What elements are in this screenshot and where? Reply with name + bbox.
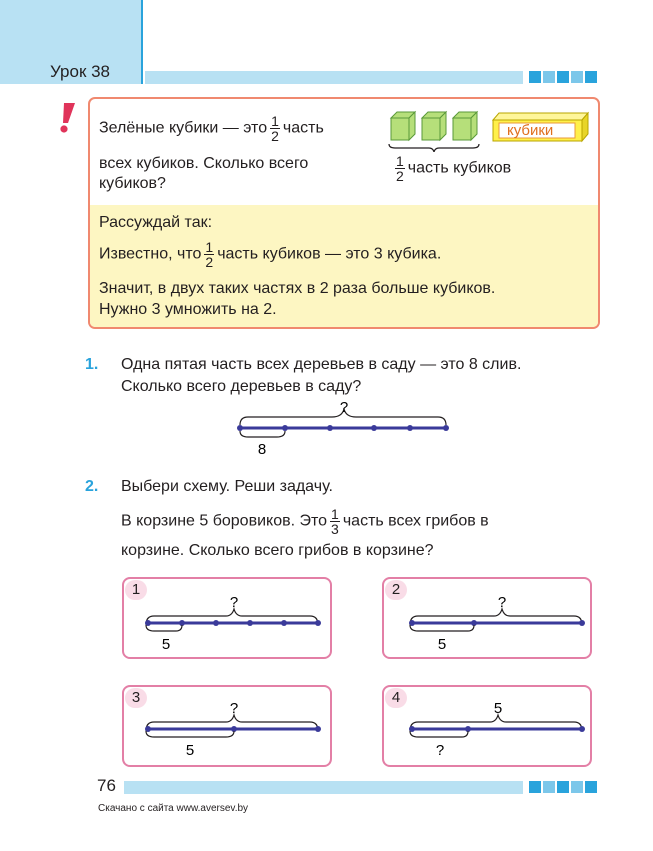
top-label: ? [497,594,507,611]
footer-square [585,781,597,793]
task-text: В корзине 5 боровиков. Это [121,512,328,530]
task-2-line-2 [121,507,489,536]
footer-square [529,781,541,793]
bottom-label: ? [435,742,445,759]
lesson-title: Урок 38 [50,62,111,81]
rule-line-1 [99,114,324,143]
source-link[interactable]: Скачано с сайта www.aversev.by [98,803,249,814]
scheme-diagram [384,687,590,765]
bottom-brace-icon [146,731,234,737]
bottom-label: 5 [185,742,195,759]
reason-title: Рассуждай так: [99,214,213,231]
caption-text: часть кубиков [407,159,512,177]
rule-box [88,97,600,329]
task-1-line-2: Сколько всего деревьев в саду? [121,378,362,395]
scheme-number: 3 [125,688,147,708]
scheme-option-4[interactable] [382,685,592,767]
rule-line-2: всех кубиков. Сколько всего [99,155,309,172]
bottom-label: 8 [257,441,267,458]
top-label: 5 [493,700,503,717]
footer-bar [124,781,523,794]
cube-caption [392,154,511,183]
fraction: $\frac{1}{2}$ [396,153,404,184]
header-square [571,71,583,83]
header-square [543,71,555,83]
bottom-brace-icon [146,625,182,631]
scheme-option-3[interactable] [122,685,332,767]
bottom-brace-icon [410,731,468,737]
task-text: часть всех грибов в [342,512,489,530]
reason-text: часть кубиков — это 3 кубика. [217,245,442,263]
footer-square [571,781,583,793]
header-square [557,71,569,83]
brace-icon [389,144,479,152]
scheme-option-1[interactable] [122,577,332,659]
page-number: 76 [97,776,116,795]
top-label: ? [339,399,349,416]
bottom-label: 5 [437,636,447,653]
green-cube [453,112,477,140]
task-2-number: 2. [85,478,99,495]
scheme-option-2[interactable] [382,577,592,659]
task-1-number: 1. [85,356,99,373]
scheme-diagram [124,687,330,765]
rule-text: часть [282,119,324,137]
rule-line-3: кубиков? [99,175,166,192]
exclamation-icon [56,102,78,134]
header-square [585,71,597,83]
rule-text: Зелёные кубики — это [99,119,268,137]
scheme-diagram [384,579,590,657]
green-cube [391,112,415,140]
reason-text: Известно, что [99,245,202,263]
green-cube [422,112,446,140]
top-label: ? [229,594,239,611]
fraction: $\frac{1}{3}$ [331,506,339,537]
task-1-line-1: Одна пятая часть всех деревьев в саду — это 8 слив. [121,356,522,373]
fraction: $\frac{1}{2}$ [271,113,279,144]
top-label: ? [229,700,239,717]
bottom-label: 5 [161,636,171,653]
scheme-diagram [124,579,330,657]
reason-line-3: Нужно 3 умножить на 2. [99,301,277,318]
scheme-number: 1 [125,580,147,600]
task-2-line-1: Выбери схему. Реши задачу. [121,478,333,495]
bottom-brace-icon [410,625,474,631]
cubes-illustration [385,108,591,152]
task-1-scheme [234,397,454,459]
cube-label: кубики [507,122,554,139]
footer-square [557,781,569,793]
reason-line-1 [99,240,441,269]
bottom-brace-icon [240,431,285,437]
task-2-line-3: корзине. Сколько всего грибов в корзине? [121,542,434,559]
footer-square [543,781,555,793]
scheme-number: 4 [385,688,407,708]
header-bar [145,71,523,84]
reason-line-2: Значит, в двух таких частях в 2 раза больше кубиков. [99,280,496,297]
scheme-number: 2 [385,580,407,600]
header-square [529,71,541,83]
fraction: $\frac{1}{2}$ [205,239,214,270]
